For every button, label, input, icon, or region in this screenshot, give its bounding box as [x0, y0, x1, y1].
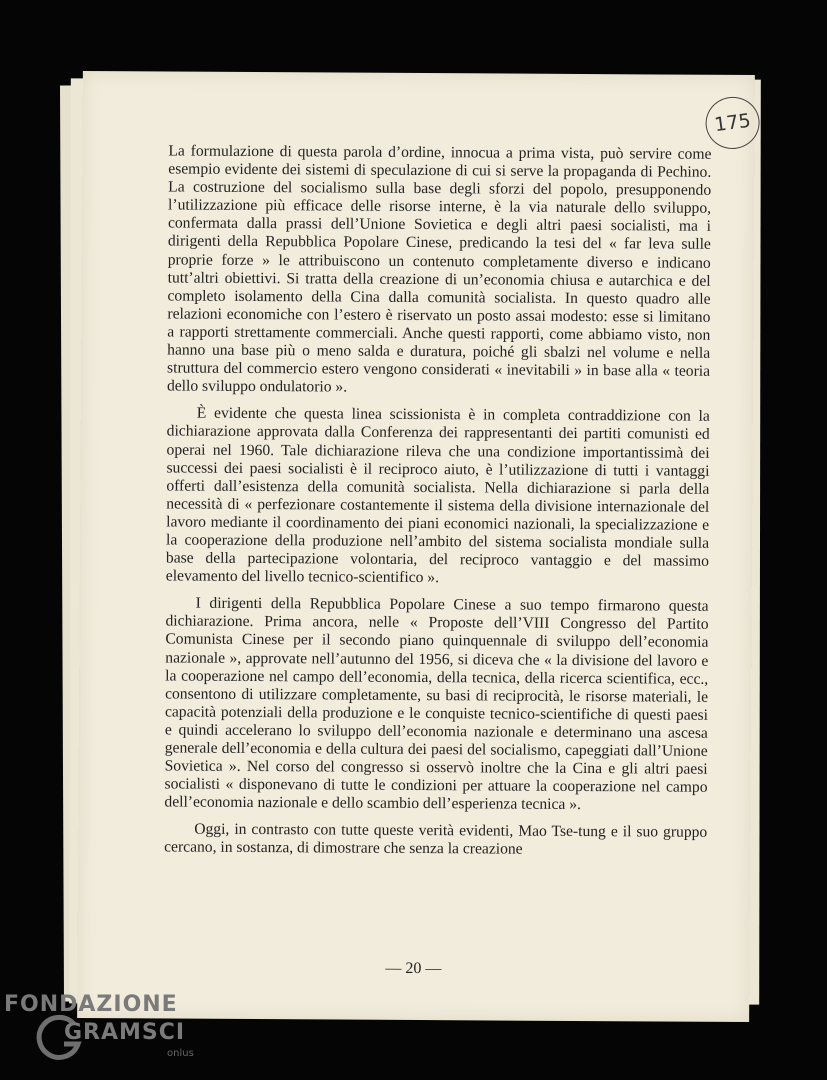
paragraph-2: È evidente che questa linea scissionista è in completa contraddizione con la dichiarazione approvata dalla Conferenza dei rappresentanti dei partiti comunisti ed operai nel 1960. Tale dichiarazione rileva che una condizione importantissimà dei successi dei paesi socialisti è il reciproco aiuto, è l’utilizzazione di tutti i vantaggi offerti dall’esistenza della comunità socialista. Nella dichiarazione si parla della necessità di « perfezionare costantemente il sistema della divisione internazionale del lavoro mediante il coordinamento dei piani economici nazionali, la specializzazione e la cooperazione della produzione nell’ambito del sistema socialista mondiale sulla base della partecipazione volontaria, del reciproco vantaggio e del massimo elevamento del livello tecnico-scientifico ». [165, 404, 710, 587]
fondazione-gramsci-logo [4, 988, 214, 1078]
logo-text-gramsci: GRAMSCI [64, 1020, 186, 1045]
logo-text-fondazione: FONDAZIONE [4, 992, 178, 1017]
paragraph-4: Oggi, in contrasto con tutte queste verità evidenti, Mao Tse-tung e il suo gruppo cercano, in sostanza, di dimostrare che senza la creazione [164, 821, 708, 859]
page-number: — 20 — [385, 959, 442, 978]
paragraph-3: I dirigenti della Repubblica Popolare Cinese a suo tempo firmarono questa dichiarazione. Prima ancora, nelle « Proposte dell’VIII Congresso del Partito Comunista Cinese per il secondo piano quinquennale di sviluppo dell’economia nazionale », approvate nell’autunno del 1956, si diceva che « la divisione del lavoro e la cooperazione nel campo dell’economia, della tecnica, della ricerca scientifica, ecc., consentono di utilizzare completamente, su basi di reciprocità, le risorse materiali, le capacità potenziali della produzione e le conquiste tecnico-scientifiche di questi paesi e quindi accelerano lo sviluppo dell’economia nazionale e determinano una ascesa generale dell’economia e della cultura dei paesi del socialismo, capeggiati dall’Unione Sovietica ». Nel corso del congresso si osservò inoltre che la Cina e gli altri paesi socialisti « disponevano di tutte le condizioni per attuare la cooperazione nel campo dell’economia nazionale e dello scambio dell’esperienza tecnica ». [164, 594, 709, 814]
body-text [164, 142, 711, 869]
folio-stamp: 175 [702, 94, 762, 153]
document-page [77, 71, 755, 1022]
logo-text-onlus: onlus [167, 1048, 194, 1059]
paragraph-1: La formulazione di questa parola d’ordine, innocua a prima vista, può servire come esempio evidente dei sistemi di speculazione di cui si serve la propaganda di Pechino. La costruzione del socialismo sulla base degli sforzi del popolo, presupponendo l’utilizzazione più efficace delle risorse interne, è la via naturale dello sviluppo, confermata dalla prassi dell’Unione Sovietica e degli altri paesi socialisti, ma i dirigenti della Repubblica Popolare Cinese, predicando la tesi del « far leva sulle proprie forze » le attribuiscono un contenuto completamente diverso e indicano tutt’altri obiettivi. Si tratta della creazione di un’economia chiusa e autarchica e del completo isolamento della Cina dalla comunità socialista. In questo quadro alle relazioni economiche con l’estero è riservato un posto assai modesto: esse si limitano a rapporti strettamente commerciali. Anche questi rapporti, come abbiamo visto, non hanno una base più o meno salda e duratura, poiché gli sbalzi nel volume e nella struttura del commercio estero vengono considerati « inevitabili » in base alla « teoria dello sviluppo ondulatorio ». [166, 142, 712, 396]
